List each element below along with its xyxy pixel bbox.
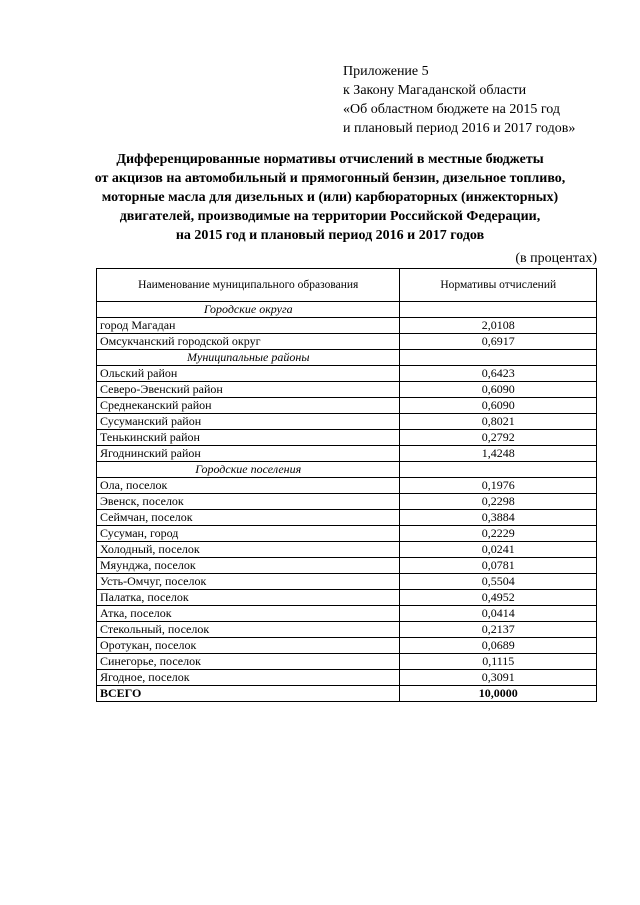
municipality-name: город Магадан	[97, 318, 400, 334]
appendix-header	[343, 62, 575, 138]
norm-value: 0,3884	[400, 510, 597, 526]
norm-value: 2,0108	[400, 318, 597, 334]
municipality-name: Холодный, поселок	[97, 542, 400, 558]
section-empty-cell	[400, 350, 597, 366]
appendix-line: «Об областном бюджете на 2015 год	[343, 102, 560, 117]
document-title	[60, 150, 600, 245]
norm-value: 0,2792	[400, 430, 597, 446]
norm-value: 0,5504	[400, 574, 597, 590]
appendix-line: и плановый период 2016 и 2017 годов»	[343, 121, 576, 136]
title-line: двигателей, производимые на территории Российской Федерации,	[119, 209, 541, 224]
table-header-row	[97, 269, 597, 302]
section-row	[97, 350, 597, 366]
total-row	[97, 686, 597, 702]
municipality-name: Стекольный, поселок	[97, 622, 400, 638]
municipality-name: Усть-Омчуг, поселок	[97, 574, 400, 590]
municipality-name: Оротукан, поселок	[97, 638, 400, 654]
norm-value: 0,0414	[400, 606, 597, 622]
total-value: 10,0000	[400, 686, 597, 702]
section-title: Муниципальные районы	[97, 350, 400, 366]
section-empty-cell	[400, 462, 597, 478]
norm-value: 0,2298	[400, 494, 597, 510]
table-row	[97, 670, 597, 686]
municipality-name: Палатка, поселок	[97, 590, 400, 606]
municipality-name: Северо-Эвенский район	[97, 382, 400, 398]
table-row	[97, 542, 597, 558]
table-body	[97, 302, 597, 702]
title-line: на 2015 год и плановый период 2016 и 2017 годов	[175, 228, 485, 243]
municipality-name: Ола, поселок	[97, 478, 400, 494]
norm-value: 0,4952	[400, 590, 597, 606]
municipality-name: Синегорье, поселок	[97, 654, 400, 670]
municipality-name: Мяунджа, поселок	[97, 558, 400, 574]
title-line: Дифференцированные нормативы отчислений в местные бюджеты	[116, 152, 544, 167]
section-row	[97, 302, 597, 318]
municipality-name: Сусуман, город	[97, 526, 400, 542]
table-row	[97, 446, 597, 462]
municipality-name: Атка, поселок	[97, 606, 400, 622]
title-line: моторные масла для дизельных и (или) карбюраторных (инжекторных)	[101, 190, 559, 205]
municipality-name: Ягоднинский район	[97, 446, 400, 462]
units-label: (в процентах)	[515, 251, 597, 266]
norm-value: 0,0241	[400, 542, 597, 558]
table-row	[97, 510, 597, 526]
table-row	[97, 366, 597, 382]
section-title: Городские округа	[97, 302, 400, 318]
table-row	[97, 478, 597, 494]
municipality-name: Сусуманский район	[97, 414, 400, 430]
municipality-name: Омсукчанский городской округ	[97, 334, 400, 350]
appendix-line: Приложение 5	[343, 64, 429, 79]
norm-value: 0,6423	[400, 366, 597, 382]
table-row	[97, 382, 597, 398]
municipality-name: Эвенск, поселок	[97, 494, 400, 510]
table-row	[97, 622, 597, 638]
table-row	[97, 558, 597, 574]
section-title: Городские поселения	[97, 462, 400, 478]
table-row	[97, 494, 597, 510]
norm-value: 0,0781	[400, 558, 597, 574]
norm-value: 0,8021	[400, 414, 597, 430]
norm-value: 0,6090	[400, 398, 597, 414]
header-norms: Нормативы отчислений	[400, 269, 597, 302]
table-row	[97, 414, 597, 430]
section-empty-cell	[400, 302, 597, 318]
norm-value: 0,6090	[400, 382, 597, 398]
total-label: ВСЕГО	[97, 686, 400, 702]
appendix-line: к Закону Магаданской области	[343, 83, 527, 98]
table-row	[97, 318, 597, 334]
table-row	[97, 526, 597, 542]
table-row	[97, 638, 597, 654]
norm-value: 0,1115	[400, 654, 597, 670]
norm-value: 0,6917	[400, 334, 597, 350]
norm-value: 1,4248	[400, 446, 597, 462]
norm-value: 0,1976	[400, 478, 597, 494]
norm-value: 0,0689	[400, 638, 597, 654]
table-row	[97, 590, 597, 606]
municipality-name: Среднеканский район	[97, 398, 400, 414]
header-municipality: Наименование муниципального образования	[97, 269, 400, 302]
norm-value: 0,3091	[400, 670, 597, 686]
municipality-name: Ольский район	[97, 366, 400, 382]
table-row	[97, 430, 597, 446]
title-line: от акцизов на автомобильный и прямогонный бензин, дизельное топливо,	[94, 171, 566, 186]
municipality-name: Ягодное, поселок	[97, 670, 400, 686]
municipality-name: Тенькинский район	[97, 430, 400, 446]
norm-value: 0,2137	[400, 622, 597, 638]
table-row	[97, 606, 597, 622]
table-row	[97, 654, 597, 670]
table-row	[97, 334, 597, 350]
municipality-name: Сеймчан, поселок	[97, 510, 400, 526]
norms-table	[96, 268, 597, 702]
table-row	[97, 398, 597, 414]
table-row	[97, 574, 597, 590]
norm-value: 0,2229	[400, 526, 597, 542]
section-row	[97, 462, 597, 478]
